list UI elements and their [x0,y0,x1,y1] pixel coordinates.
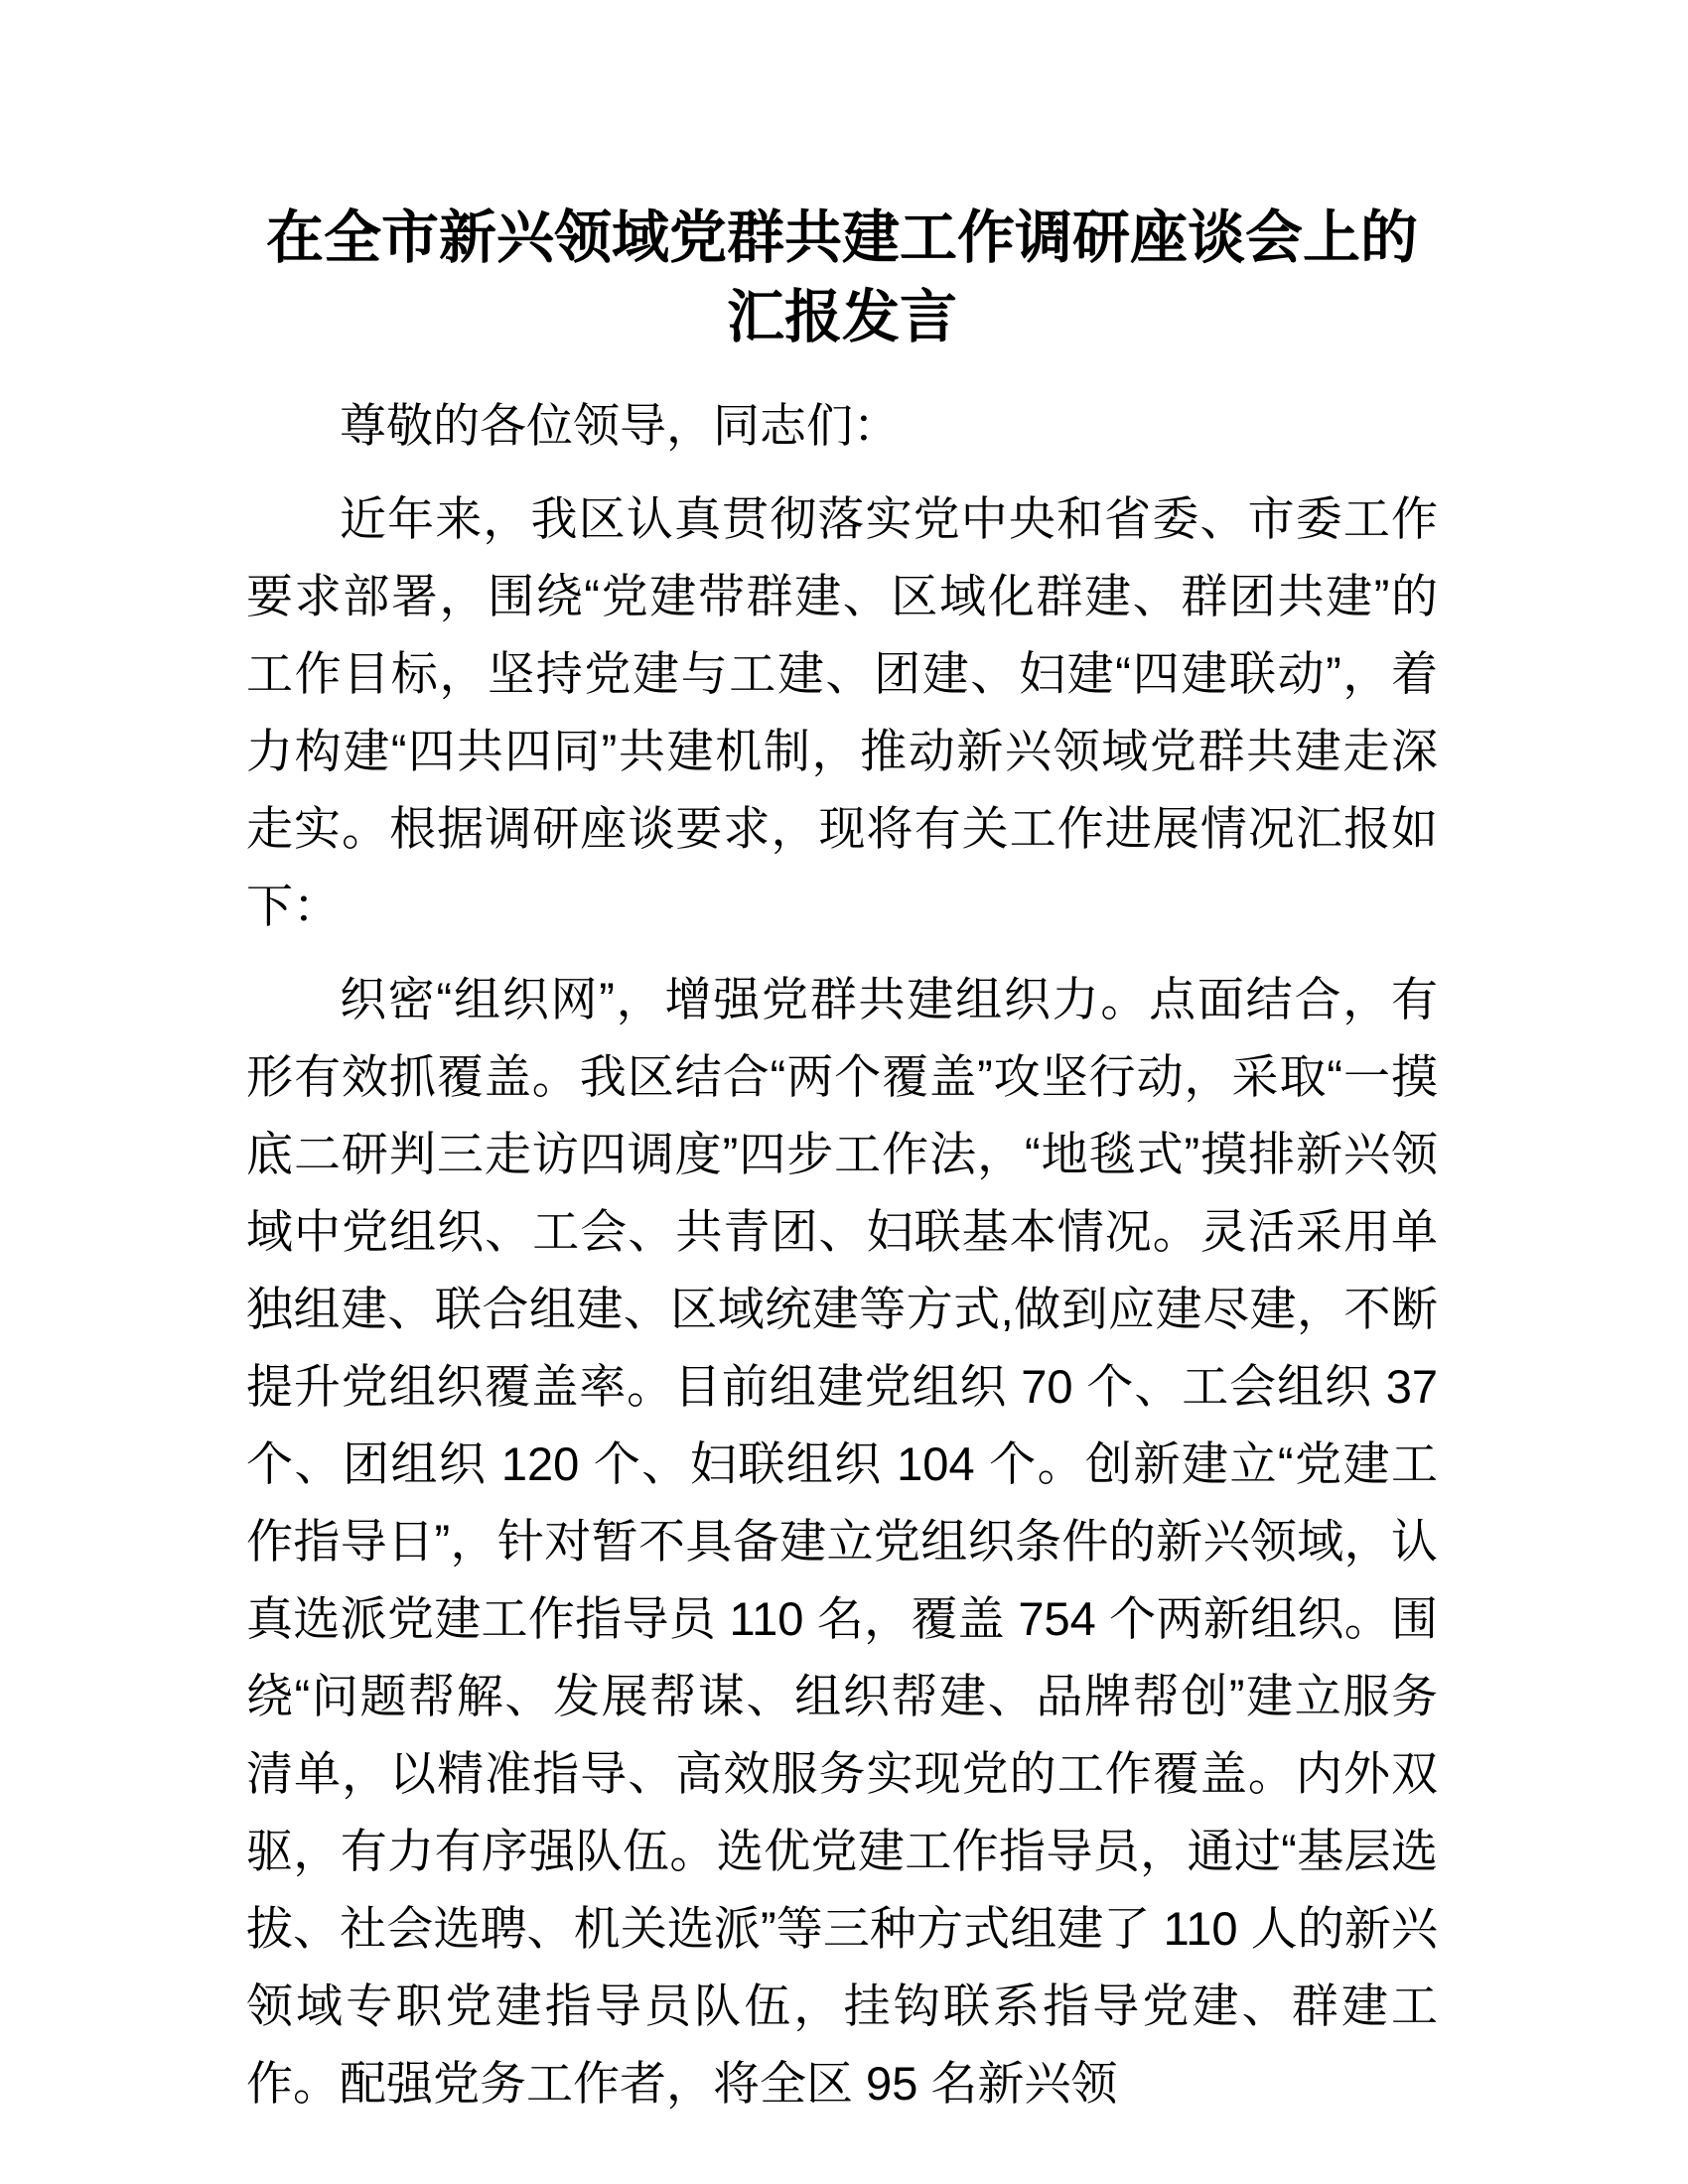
page-title-line-1: 在全市新兴领域党群共建工作调研座谈会上的 [265,205,1418,270]
page-title [246,199,1438,357]
page-title-line-2: 汇报发言 [726,285,957,349]
document-body [246,387,1438,2122]
paragraph: 尊敬的各位领导，同志们： [340,399,900,452]
paragraph: 织密“组织网”，增强党群共建组织力。点面结合，有形有效抓覆盖。我区结合“两个覆盖”攻坚行动，采取“一摸底二研判三走访四调度”四步工作法，“地毯式”摸排新兴领域中党组织、工会、共青团、妇联基本情况。灵活采用单独组建、联合组建、区域统建等方式,做到应建尽建，不断提升党组织覆盖率。目前组建党组织 70 个、工会组织 37 个、团组织 120 个、妇联组织 104 个。创新建立“党建工作指导日”，针对暂不具备建立党组织条件的新兴领域，认真选派党建工作指导员 110 名，覆盖 754 个两新组织。围绕“问题帮解、发展帮谋、组织帮建、品牌帮创”建立服务清单，以精准指导、高效服务实现党的工作覆盖。内外双驱，有力有序强队伍。选优党建工作指导员，通过“基层选拔、社会选聘、机关选派”等三种方式组建了 110 人的新兴领域专职党建指导员队伍，挂钩联系指导党建、群建工作。配强党务工作者，将全区 95 名新兴领 [246,973,1438,2110]
paragraph: 近年来，我区认真贯彻落实党中央和省委、市委工作要求部署，围绕“党建带群建、区域化群建、群团共建”的工作目标，坚持党建与工建、团建、妇建“四建联动”，着力构建“四共四同”共建机制，推动新兴领域党群共建走深走实。根据调研座谈要求，现将有关工作进展情况汇报如下： [246,492,1438,932]
